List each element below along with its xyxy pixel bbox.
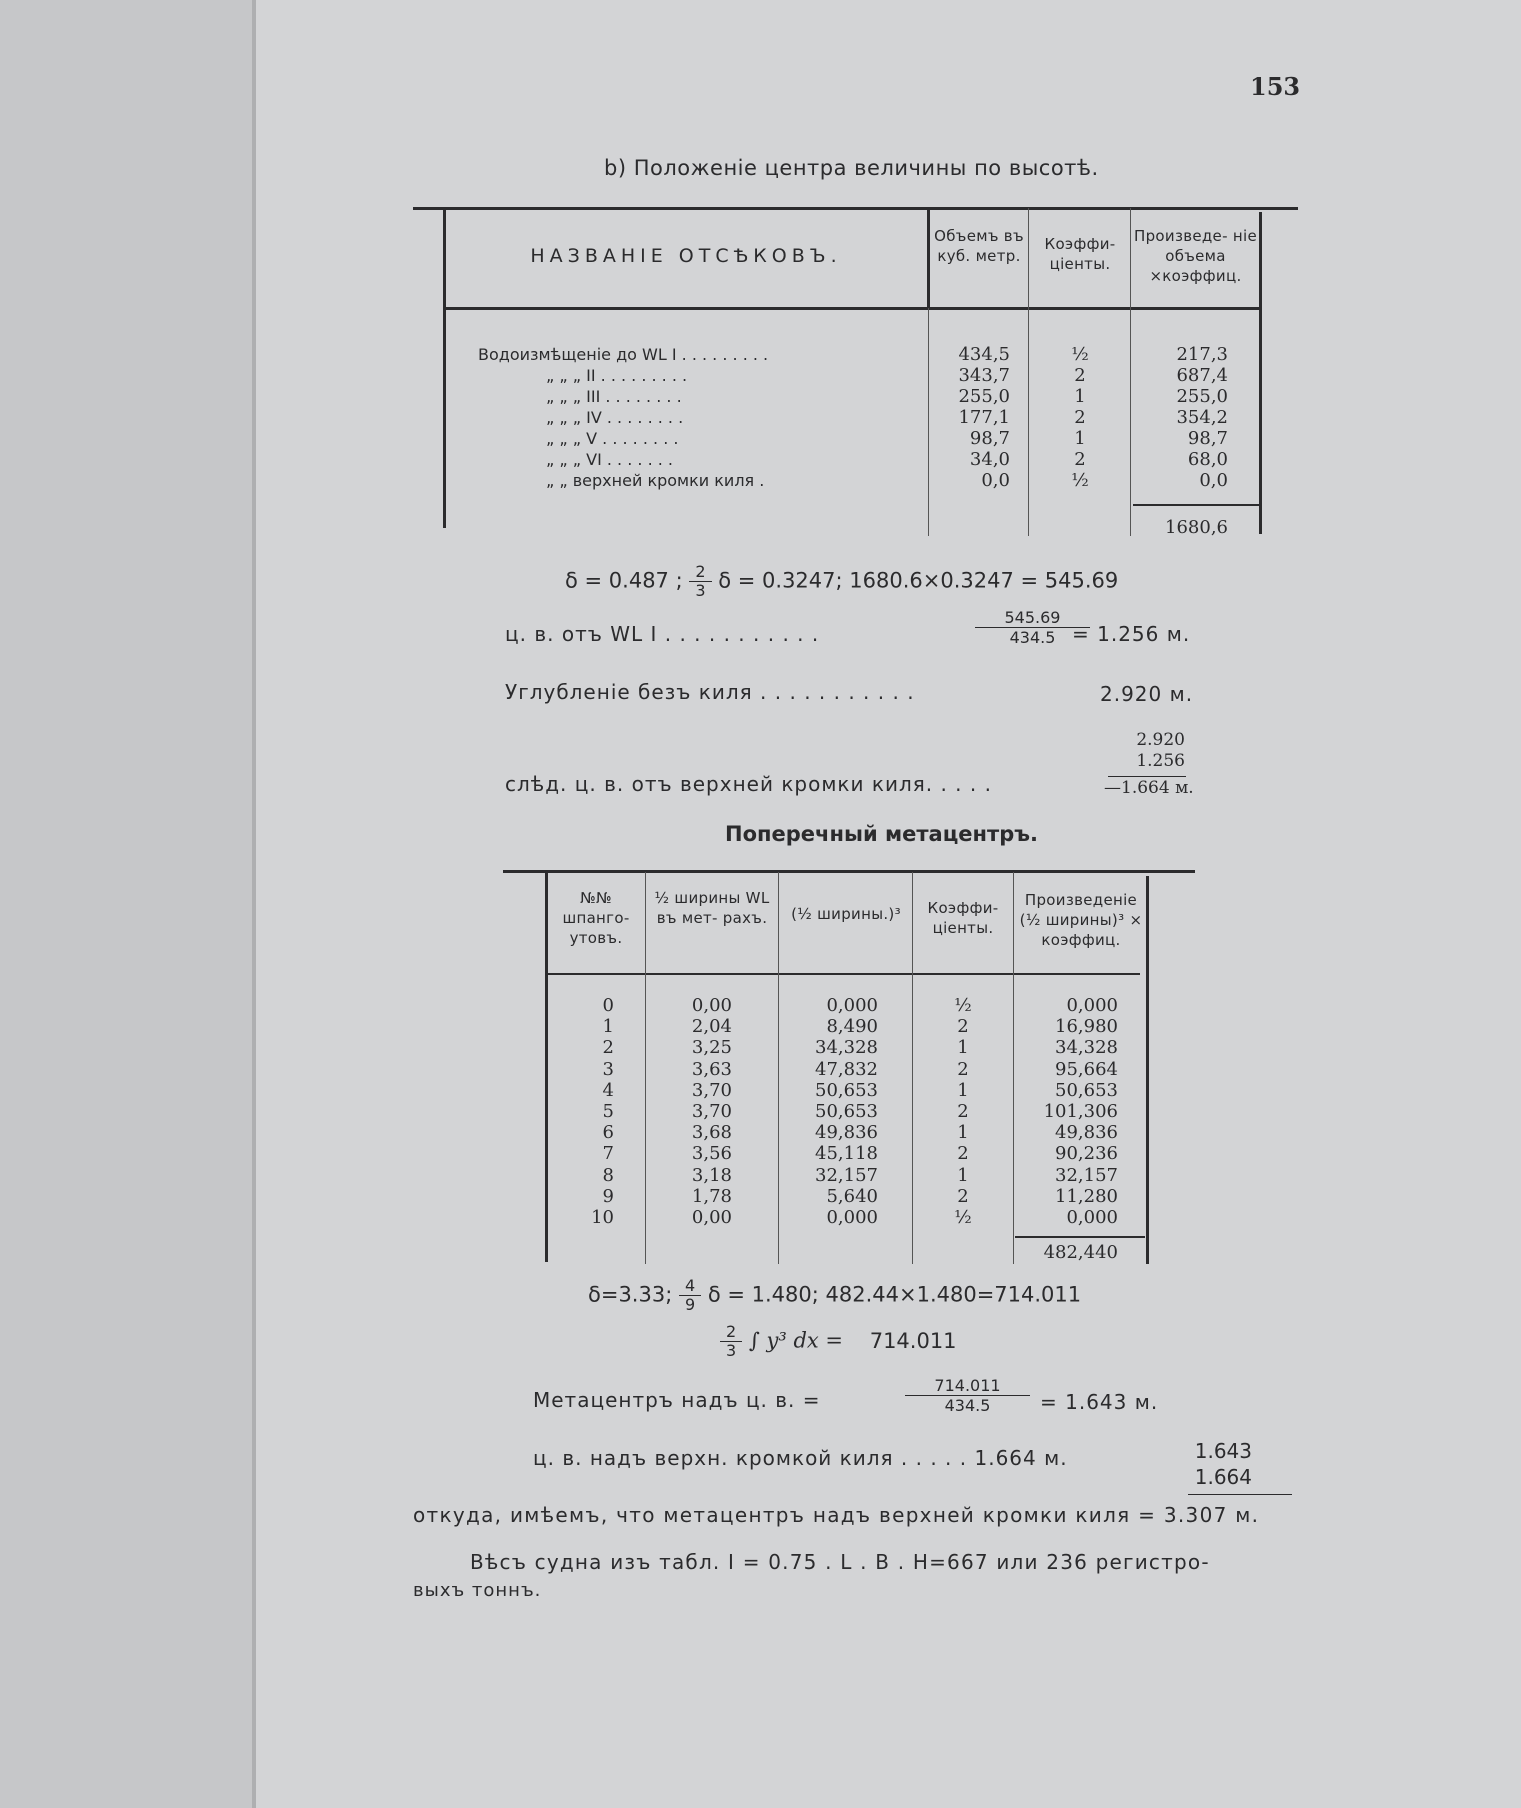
frame-no-cell: 4	[602, 1079, 614, 1101]
cube-cell: 34,328	[815, 1037, 878, 1059]
half-breadth-cell: 3,68	[691, 1122, 732, 1144]
header-volume: Объемъ въ куб. метр.	[934, 227, 1024, 265]
coef2-cell: 1	[957, 1079, 969, 1101]
product2-cell: 50,653	[1055, 1079, 1118, 1101]
delta2-equation: δ=3.33; $\frac{4}{9}$ δ = 1.480; 482.44×1.480=714.011	[588, 1276, 1082, 1314]
follow-value: —1.664 м.	[1104, 778, 1194, 798]
half-breadth-cell: 0,00	[691, 1207, 732, 1228]
half-breadth-cell: 3,25	[691, 1037, 732, 1059]
section-title: b) Положеніе центра величины по высотѣ.	[604, 156, 1099, 180]
product2-total: 482,440	[1043, 1242, 1118, 1263]
product2-cell: 16,980	[1055, 1016, 1118, 1038]
cube-cell: 0,000	[826, 1207, 878, 1228]
product-cell: 687,4	[1176, 365, 1228, 386]
product2-cell: 95,664	[1055, 1058, 1118, 1080]
cube-cell: 50,653	[815, 1101, 878, 1122]
half-breadth-cell: 3,56	[691, 1143, 732, 1165]
row-label: „ „ „ V . . . . . . . .	[546, 429, 679, 448]
frame-no-cell: 10	[591, 1207, 614, 1228]
coef2-cell: ½	[954, 1207, 972, 1228]
metacenter-label: Метацентръ надъ ц. в. =	[533, 1388, 821, 1412]
half-breadth-cell: 0,00	[691, 995, 732, 1016]
volume-cell: 434,5	[958, 344, 1010, 365]
product2-cell: 101,306	[1043, 1101, 1118, 1122]
coef-cell: 1	[1074, 428, 1086, 449]
frame-no-cell: 7	[602, 1143, 614, 1165]
row-label: Водоизмѣщеніе до WL I . . . . . . . . .	[478, 345, 769, 364]
coef2-cell: 2	[957, 1101, 969, 1122]
subtraction: 2.920 1.256	[1136, 730, 1185, 771]
header-frame-no: №№ шпанго- утовъ.	[562, 889, 630, 947]
header-product: Произведе- ніе объема ×коэффиц.	[1134, 227, 1257, 285]
integral-equation: $\frac{2}{3}$ ∫ y³ dx = 714.011	[720, 1323, 957, 1360]
coef2-cell: 2	[957, 1058, 969, 1080]
header-coef2: Коэффи- ціенты.	[927, 899, 999, 937]
frame-no-cell: 8	[602, 1164, 614, 1186]
cv-keel-label: ц. в. надъ верхн. кромкой киля . . . . . 1.664 м.	[533, 1446, 1068, 1470]
half-breadth-cell: 2,04	[691, 1016, 732, 1038]
coef-cell: ½	[1071, 344, 1089, 365]
frame-no-cell: 9	[602, 1185, 614, 1207]
row-label: „ „ верхней кромки киля .	[546, 471, 765, 490]
cv-result: = 1.256 м.	[1072, 622, 1191, 646]
product2-cell: 32,157	[1055, 1164, 1118, 1186]
product-cell: 0,0	[1199, 470, 1228, 491]
volume-cell: 0,0	[981, 470, 1010, 491]
header-product2: Произведеніе (½ ширины)³ × коэффиц.	[1019, 891, 1143, 949]
frame-no-cell: 2	[602, 1037, 614, 1059]
draft-value: 2.920 м.	[1100, 682, 1194, 706]
sum-values: 1.643 1.664	[1194, 1439, 1252, 1489]
half-breadth-cell: 3,70	[691, 1079, 732, 1101]
cube-cell: 0,000	[826, 995, 878, 1016]
cube-cell: 5,640	[826, 1185, 878, 1207]
coef2-cell: 2	[957, 1185, 969, 1207]
row-label: „ „ „ II . . . . . . . . .	[546, 366, 688, 385]
cube-cell: 45,118	[815, 1143, 878, 1165]
product-cell: 354,2	[1176, 407, 1228, 428]
product2-cell: 49,836	[1055, 1122, 1118, 1144]
row-label: „ „ „ III . . . . . . . .	[546, 387, 682, 406]
cube-cell: 50,653	[815, 1079, 878, 1101]
row-label: „ „ „ VI . . . . . . .	[546, 450, 673, 469]
metacenter-fraction: 714.011 434.5	[905, 1376, 1030, 1415]
product2-cell: 0,000	[1066, 995, 1118, 1016]
coef-cell: ½	[1071, 470, 1089, 491]
product-cell: 98,7	[1187, 428, 1228, 449]
product-total: 1680,6	[1165, 517, 1228, 538]
metacenter-heading: Поперечный метацентръ.	[725, 822, 1039, 846]
half-breadth-cell: 1,78	[691, 1185, 732, 1207]
cv-fraction: 545.69 434.5	[975, 608, 1090, 647]
coef2-cell: 1	[957, 1037, 969, 1059]
follow-label: слѣд. ц. в. отъ верхней кромки киля. . . . .	[505, 772, 992, 796]
cube-cell: 32,157	[815, 1164, 878, 1186]
volume-cell: 98,7	[969, 428, 1010, 449]
volume-cell: 177,1	[958, 407, 1010, 428]
coef2-cell: 2	[957, 1016, 969, 1038]
half-breadth-cell: 3,63	[691, 1058, 732, 1080]
volume-cell: 343,7	[958, 365, 1010, 386]
half-breadth-cell: 3,18	[691, 1164, 732, 1186]
product2-cell: 11,280	[1055, 1185, 1118, 1207]
cube-cell: 49,836	[815, 1122, 878, 1144]
coef-cell: 2	[1074, 449, 1086, 470]
header-coef: Коэффи- ціенты.	[1044, 235, 1116, 273]
page-number: 153	[1250, 72, 1301, 101]
weight-line-1: Вѣсъ судна изъ табл. I = 0.75 . L . B . H=667 или 236 регистро-	[470, 1550, 1210, 1574]
conclusion: откуда, имѣемъ, что метацентръ надъ верхней кромки киля = 3.307 м.	[413, 1503, 1260, 1527]
frame-no-cell: 3	[602, 1058, 614, 1080]
coef2-cell: 2	[957, 1143, 969, 1165]
product2-cell: 0,000	[1066, 1207, 1118, 1228]
book-gutter	[0, 0, 255, 1808]
delta-equation: δ = 0.487 ; $\frac{2}{3}$ δ = 0.3247; 1680.6×0.3247 = 545.69	[565, 562, 1119, 600]
metacenter-result: = 1.643 м.	[1040, 1390, 1159, 1414]
product-cell: 255,0	[1176, 386, 1228, 407]
draft-label: Углубленіе безъ киля . . . . . . . . . . .	[505, 680, 915, 704]
coef-cell: 2	[1074, 407, 1086, 428]
product-cell: 217,3	[1176, 344, 1228, 365]
frame-no-cell: 1	[602, 1016, 614, 1038]
weight-line-2: выхъ тоннъ.	[413, 1580, 542, 1601]
frame-no-cell: 0	[602, 995, 614, 1016]
coef2-cell: 1	[957, 1164, 969, 1186]
coef-cell: 1	[1074, 386, 1086, 407]
header-compartments: НАЗВАНІЕ ОТСѢКОВЪ.	[530, 245, 842, 267]
row-label: „ „ „ IV . . . . . . . .	[546, 408, 684, 427]
cube-cell: 47,832	[815, 1058, 878, 1080]
coef2-cell: ½	[954, 995, 972, 1016]
header-cube: (½ ширины.)³	[791, 905, 901, 923]
volume-cell: 34,0	[969, 449, 1010, 470]
header-half-breadth: ½ ширины WL въ мет- рахъ.	[654, 889, 770, 927]
product2-cell: 34,328	[1055, 1037, 1118, 1059]
product-cell: 68,0	[1187, 449, 1228, 470]
cv-label: ц. в. отъ WL I . . . . . . . . . . .	[505, 622, 820, 646]
half-breadth-cell: 3,70	[691, 1101, 732, 1122]
product2-cell: 90,236	[1055, 1143, 1118, 1165]
volume-cell: 255,0	[958, 386, 1010, 407]
coef-cell: 2	[1074, 365, 1086, 386]
cube-cell: 8,490	[826, 1016, 878, 1038]
frame-no-cell: 6	[602, 1122, 614, 1144]
frame-no-cell: 5	[602, 1101, 614, 1122]
coef2-cell: 1	[957, 1122, 969, 1144]
